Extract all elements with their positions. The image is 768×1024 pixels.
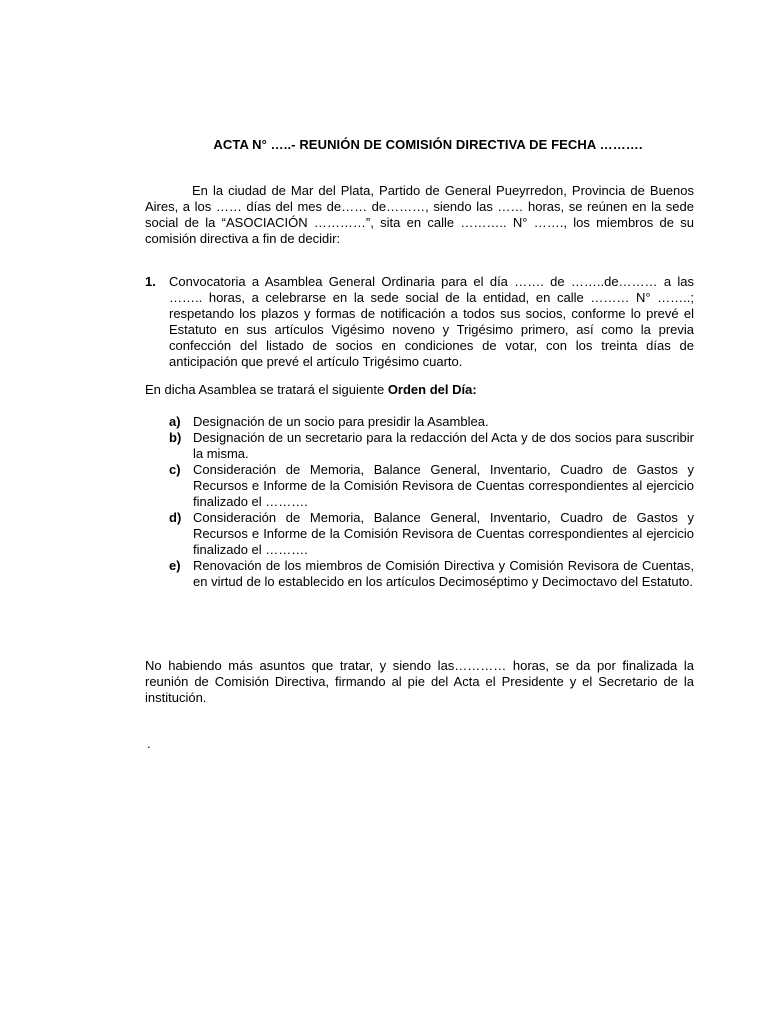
closing-paragraph: No habiendo más asuntos que tratar, y siendo las………… horas, se da por finalizada la reunión de Comisión Directiva, firmando al pie del Acta el Presidente y el Secretario de la institución. (145, 658, 694, 705)
list-item-text: Designación de un socio para presidir la Asamblea. (193, 414, 489, 429)
list-item-letter: a) (169, 414, 181, 429)
list-item-letter: b) (169, 430, 182, 445)
list-item-text: Designación de un secretario para la redacción del Acta y de dos socios para suscribir la misma. (193, 430, 694, 461)
list-item (169, 430, 694, 462)
orden-del-dia-list (169, 414, 694, 590)
list-item (169, 510, 694, 558)
list-item (169, 462, 694, 510)
orden-intro-text: En dicha Asamblea se tratará el siguiente (145, 382, 388, 397)
item-text: Convocatoria a Asamblea General Ordinaria para el día ……. de ……..de……… a las …….. horas, a celebrarse en la sede social de la entidad, en calle ……… N° ……..; respetando los plazos y formas de notificación a todos sus socios, conforme lo prevé el Estatuto en sus artículos Vigésimo noveno y Trigésimo primero, así como la previa confección del listado de socios en condiciones de votar, con los treinta días de anticipación que prevé el artículo Trigésimo cuarto. (169, 274, 694, 369)
list-item-letter: e) (169, 558, 181, 573)
orden-del-dia-heading: Orden del Día: (387, 382, 477, 397)
list-item-text: Consideración de Memoria, Balance General, Inventario, Cuadro de Gastos y Recursos e Informe de la Comisión Revisora de Cuentas correspondientes al ejercicio finalizado el ………. (193, 510, 694, 557)
numbered-item-1 (145, 274, 694, 370)
list-item-text: Consideración de Memoria, Balance General, Inventario, Cuadro de Gastos y Recursos e Informe de la Comisión Revisora de Cuentas correspondientes al ejercicio finalizado el ………. (193, 462, 694, 509)
item-number: 1. (145, 274, 156, 289)
list-item (169, 558, 694, 590)
list-item-letter: d) (169, 510, 182, 525)
list-item-letter: c) (169, 462, 181, 477)
document-title: ACTA N° …..- REUNIÓN DE COMISIÓN DIRECTIVA DE FECHA ………. (213, 137, 643, 152)
list-item (169, 414, 694, 430)
list-item-text: Renovación de los miembros de Comisión Directiva y Comisión Revisora de Cuentas, en virtud de lo establecido en los artículos Decimoséptimo y Decimoctavo del Estatuto. (193, 558, 694, 589)
orden-del-dia-intro (145, 382, 694, 398)
final-mark: . (147, 736, 151, 751)
intro-paragraph: En la ciudad de Mar del Plata, Partido de General Pueyrredon, Provincia de Buenos Aires, a los …… días del mes de…… de………, siendo las …… horas, se reúnen en la sede social de la “ASOCIACIÓN …………”, sita en calle ……….. N° ……., los miembros de su comisión directiva a fin de decidir: (145, 183, 694, 246)
